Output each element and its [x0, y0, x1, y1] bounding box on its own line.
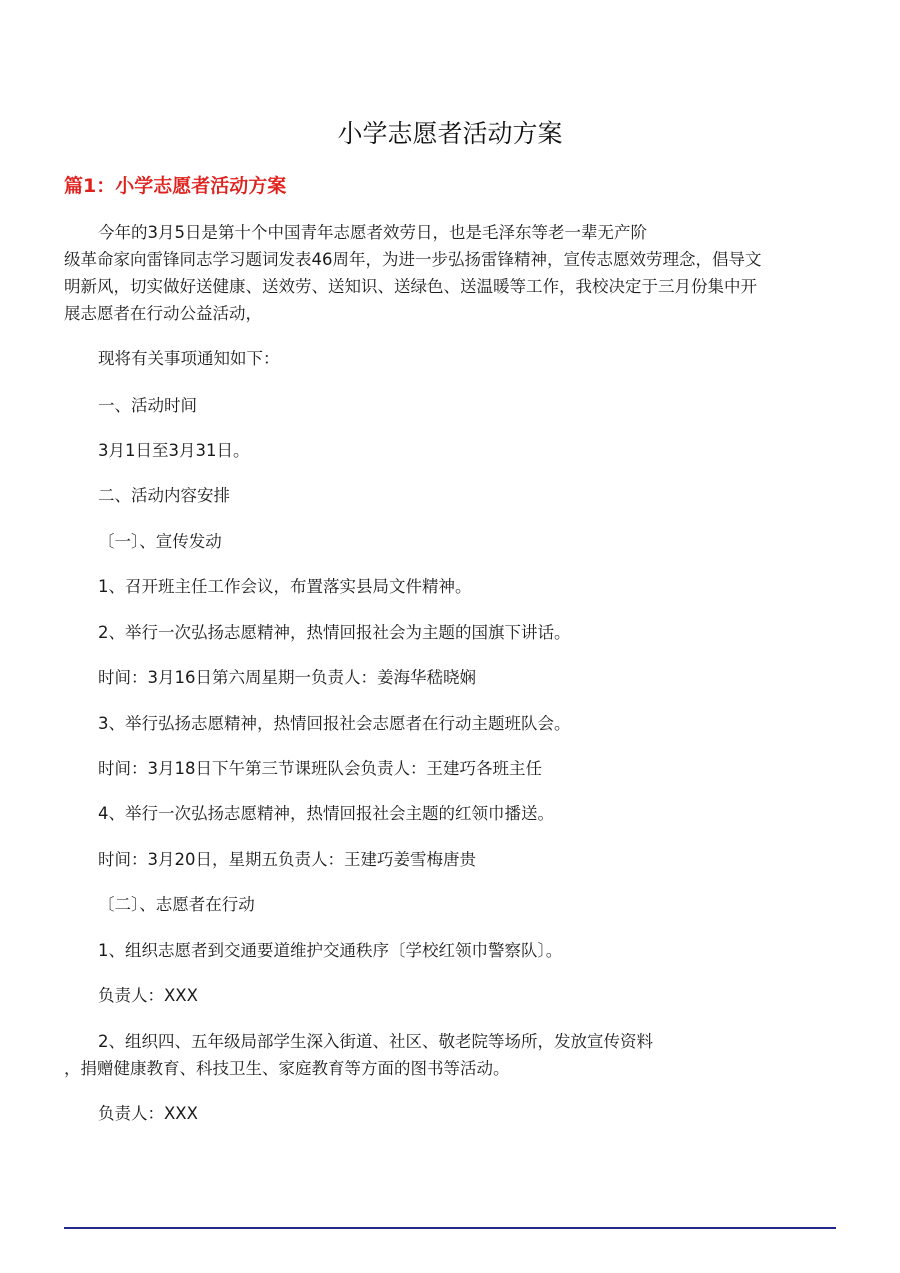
- paragraph-section-content: 二、活动内容安排: [98, 486, 230, 505]
- intro-line-2: 级革命家向雷锋同志学习题词发表46周年，为进一步弘扬雷锋精神，宣传志愿效劳理念，倡导文: [64, 250, 762, 269]
- paragraph-time-2: 时间：3月18日下午第三节课班队会负责人：王建巧各班主任: [98, 759, 542, 778]
- paragraph-volunteer-item-2-line-1: 2、组织四、五年级局部学生深入街道、社区、敬老院等场所，发放宣传资料: [98, 1032, 653, 1051]
- footer-rule: [64, 1227, 836, 1229]
- intro-line-3: 明新风，切实做好送健康、送效劳、送知识、送绿色、送温暖等工作，我校决定于三月份集中开: [64, 277, 757, 296]
- paragraph-item-1: 1、召开班主任工作会议，布置落实县局文件精神。: [98, 577, 472, 596]
- paragraph-date-range: 3月1日至3月31日。: [98, 441, 250, 460]
- intro-line-4: 展志愿者在行动公益活动，: [64, 304, 262, 323]
- paragraph-subsection-1: 〔一〕、宣传发动: [98, 532, 222, 551]
- paragraph-subsection-2: 〔二〕、志愿者在行动: [98, 895, 255, 914]
- paragraph-item-4: 4、举行一次弘扬志愿精神，热情回报社会主题的红领巾播送。: [98, 804, 554, 823]
- paragraph-volunteer-item-2-line-2: ，捐赠健康教育、科技卫生、家庭教育等方面的图书等活动。: [64, 1059, 510, 1078]
- paragraph-notice: 现将有关事项通知如下：: [98, 349, 280, 368]
- paragraph-item-2: 2、举行一次弘扬志愿精神，热情回报社会为主题的国旗下讲话。: [98, 623, 571, 642]
- paragraph-responsible-1: 负责人：XXX: [98, 986, 198, 1005]
- intro-line-1: 今年的3月5日是第十个中国青年志愿者效劳日，也是毛泽东等老一辈无产阶: [98, 223, 647, 242]
- paragraph-responsible-2: 负责人：XXX: [98, 1104, 198, 1123]
- paragraph-section-time: 一、活动时间: [98, 396, 197, 415]
- section-heading: 篇1：小学志愿者活动方案: [64, 175, 287, 197]
- paragraph-volunteer-item-1: 1、组织志愿者到交通要道维护交通秩序〔学校红领巾警察队〕。: [98, 941, 563, 960]
- document-title: 小学志愿者活动方案: [337, 119, 563, 148]
- paragraph-time-1: 时间：3月16日第六周星期一负责人：姜海华嵇晓娴: [98, 668, 476, 687]
- paragraph-item-3: 3、举行弘扬志愿精神，热情回报社会志愿者在行动主题班队会。: [98, 714, 571, 733]
- paragraph-time-3: 时间：3月20日，星期五负责人：王建巧姜雪梅唐贵: [98, 850, 476, 869]
